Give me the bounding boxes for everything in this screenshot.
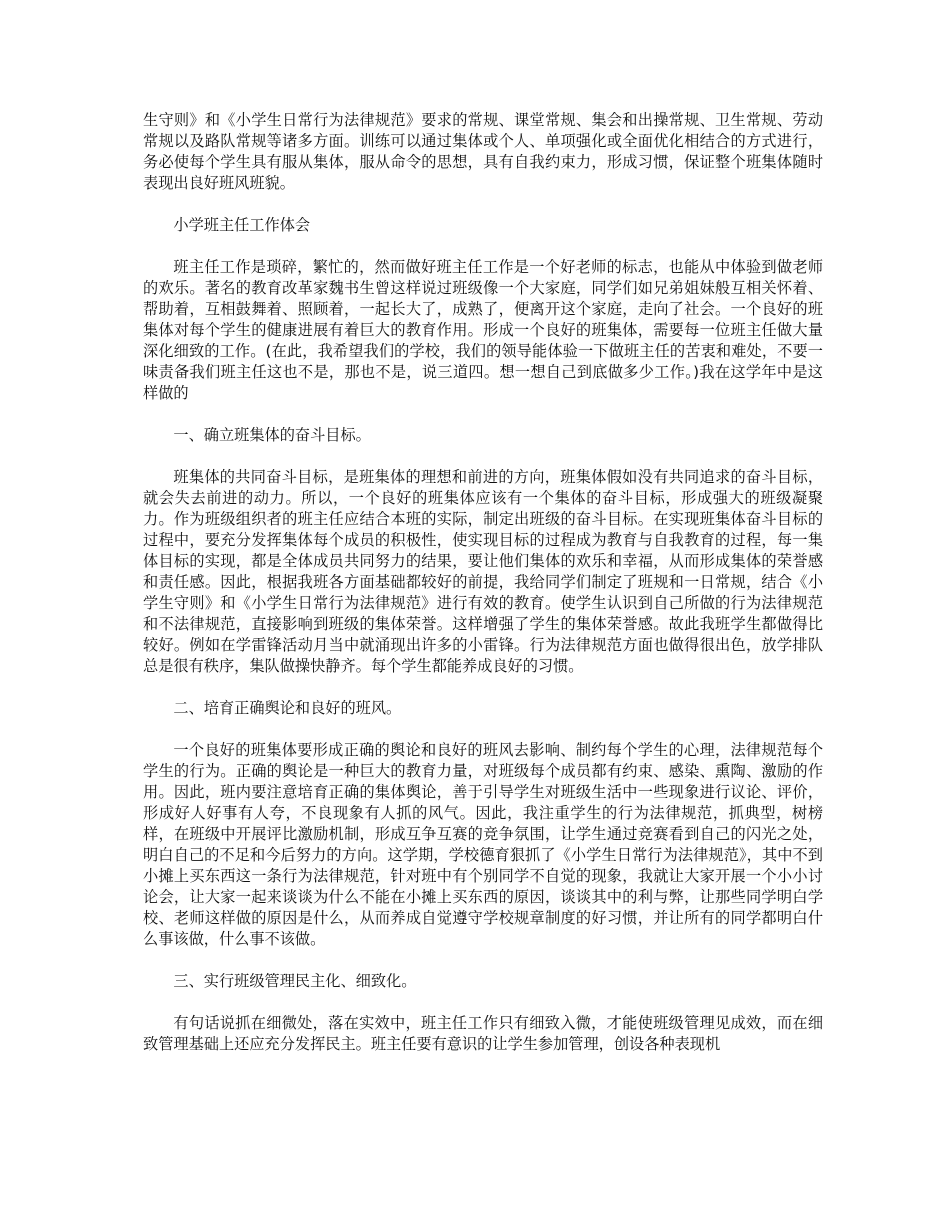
paragraph-gap [143,236,823,257]
heading-three: 三、实行班级管理民主化、细致化。 [173,972,417,990]
paragraph-gap [143,992,823,1013]
paragraph-gap [143,194,823,215]
section-title: 小学班主任工作体会 [173,216,311,234]
document-page [143,110,823,1055]
paragraph-management: 有句话说抓在细微处，落在实效中，班主任工作只有细致入微，才能使班级管理见成效，而在细致管理基础上还应充分发挥民主。班主任要有意识的让学生参加管理，创设各种表现机 [143,1014,823,1053]
heading-one: 一、确立班集体的奋斗目标。 [173,426,371,444]
paragraph-gap [143,677,823,698]
paragraph-goals: 班集体的共同奋斗目标，是班集体的理想和前进的方向，班集体假如没有共同追求的奋斗目标，就会失去前进的动力。所以，一个良好的班集体应该有一个集体的奋斗目标，形成强大的班级凝聚力。作为班级组织者的班主任应结合本班的实际，制定出班级的奋斗目标。在实现班集体奋斗目标的过程中，要充分发挥集体每个成员的积极性，使实现目标的过程成为教育与自我教育的过程，每一集体目标的实现，都是全体成员共同努力的结果，要让他们集体的欢乐和幸福，从而形成集体的荣誉感和责任感。因此，根据我班各方面基础都较好的前提，我给同学们制定了班规和一日常规，结合《小学生守则》和《小学生日常行为法律规范》进行有效的教育。使学生认识到自己所做的行为法律规范和不法律规范，直接影响到班级的集体荣誉。这样增强了学生的集体荣誉感。故此我班学生都做得比较好。例如在学雷锋活动月当中就涌现出许多的小雷锋。行为法律规范方面也做得很出色，放学排队总是很有秩序，集队做操快静齐。每个学生都能养成良好的习惯。 [143,468,823,675]
paragraph-gap [143,950,823,971]
paragraph-gap [143,719,823,740]
heading-two: 二、培育正确舆论和良好的班风。 [173,699,402,717]
paragraph-class-spirit: 一个良好的班集体要形成正确的舆论和良好的班风去影响、制约每个学生的心理，法律规范每个学生的行为。正确的舆论是一种巨大的教育力量，对班级每个成员都有约束、感染、熏陶、激励的作用。因此，班内要注意培育正确的集体舆论，善于引导学生对班级生活中一些现象进行议论、评价，形成好人好事有人夸，不良现象有人抓的风气。因此，我注重学生的行为法律规范，抓典型，树榜样，在班级中开展评比激励机制，形成互争互赛的竞争氛围，让学生通过竞赛看到自己的闪光之处，明白自己的不足和今后努力的方向。这学期，学校德育狠抓了《小学生日常行为法律规范》，其中不到小摊上买东西这一条行为法律规范，针对班中有个别同学不自觉的现象，我就让大家开展一个小小讨论会，让大家一起来谈谈为什么不能在小摊上买东西的原因，谈谈其中的利与弊，让那些同学明白学校、老师这样做的原因是什么，从而养成自觉遵守学校规章制度的好习惯，并让所有的同学都明白什么事该做，什么事不该做。 [143,741,823,948]
paragraph-intro: 班主任工作是琐碎，繁忙的，然而做好班主任工作是一个好老师的标志，也能从中体验到做老师的欢乐。著名的教育改革家魏书生曾这样说过班级像一个大家庭，同学们如兄弟姐妹般互相关怀着、帮助着，互相鼓舞着、照顾着，一起长大了，成熟了，便离开这个家庭，走向了社会。一个良好的班集体对每个学生的健康进展有着巨大的教育作用。形成一个良好的班集体，需要每一位班主任做大量深化细致的工作。(在此，我希望我们的学校，我们的领导能体验一下做班主任的苦衷和难处，不要一味责备我们班主任这也不是，那也不是，说三道四。想一想自己到底做多少工作。)我在这学年中是这样做的 [143,258,823,402]
paragraph-gap [143,404,823,425]
paragraph-gap [143,446,823,467]
paragraph-continued: 生守则》和《小学生日常行为法律规范》要求的常规、课堂常规、集会和出操常规、卫生常规、劳动常规以及路队常规等诸多方面。训练可以通过集体或个人、单项强化或全面优化相结合的方式进行，务必使每个学生具有服从集体，服从命令的思想，具有自我约束力，形成习惯，保证整个班集体随时表现出良好班风班貌。 [143,111,823,192]
